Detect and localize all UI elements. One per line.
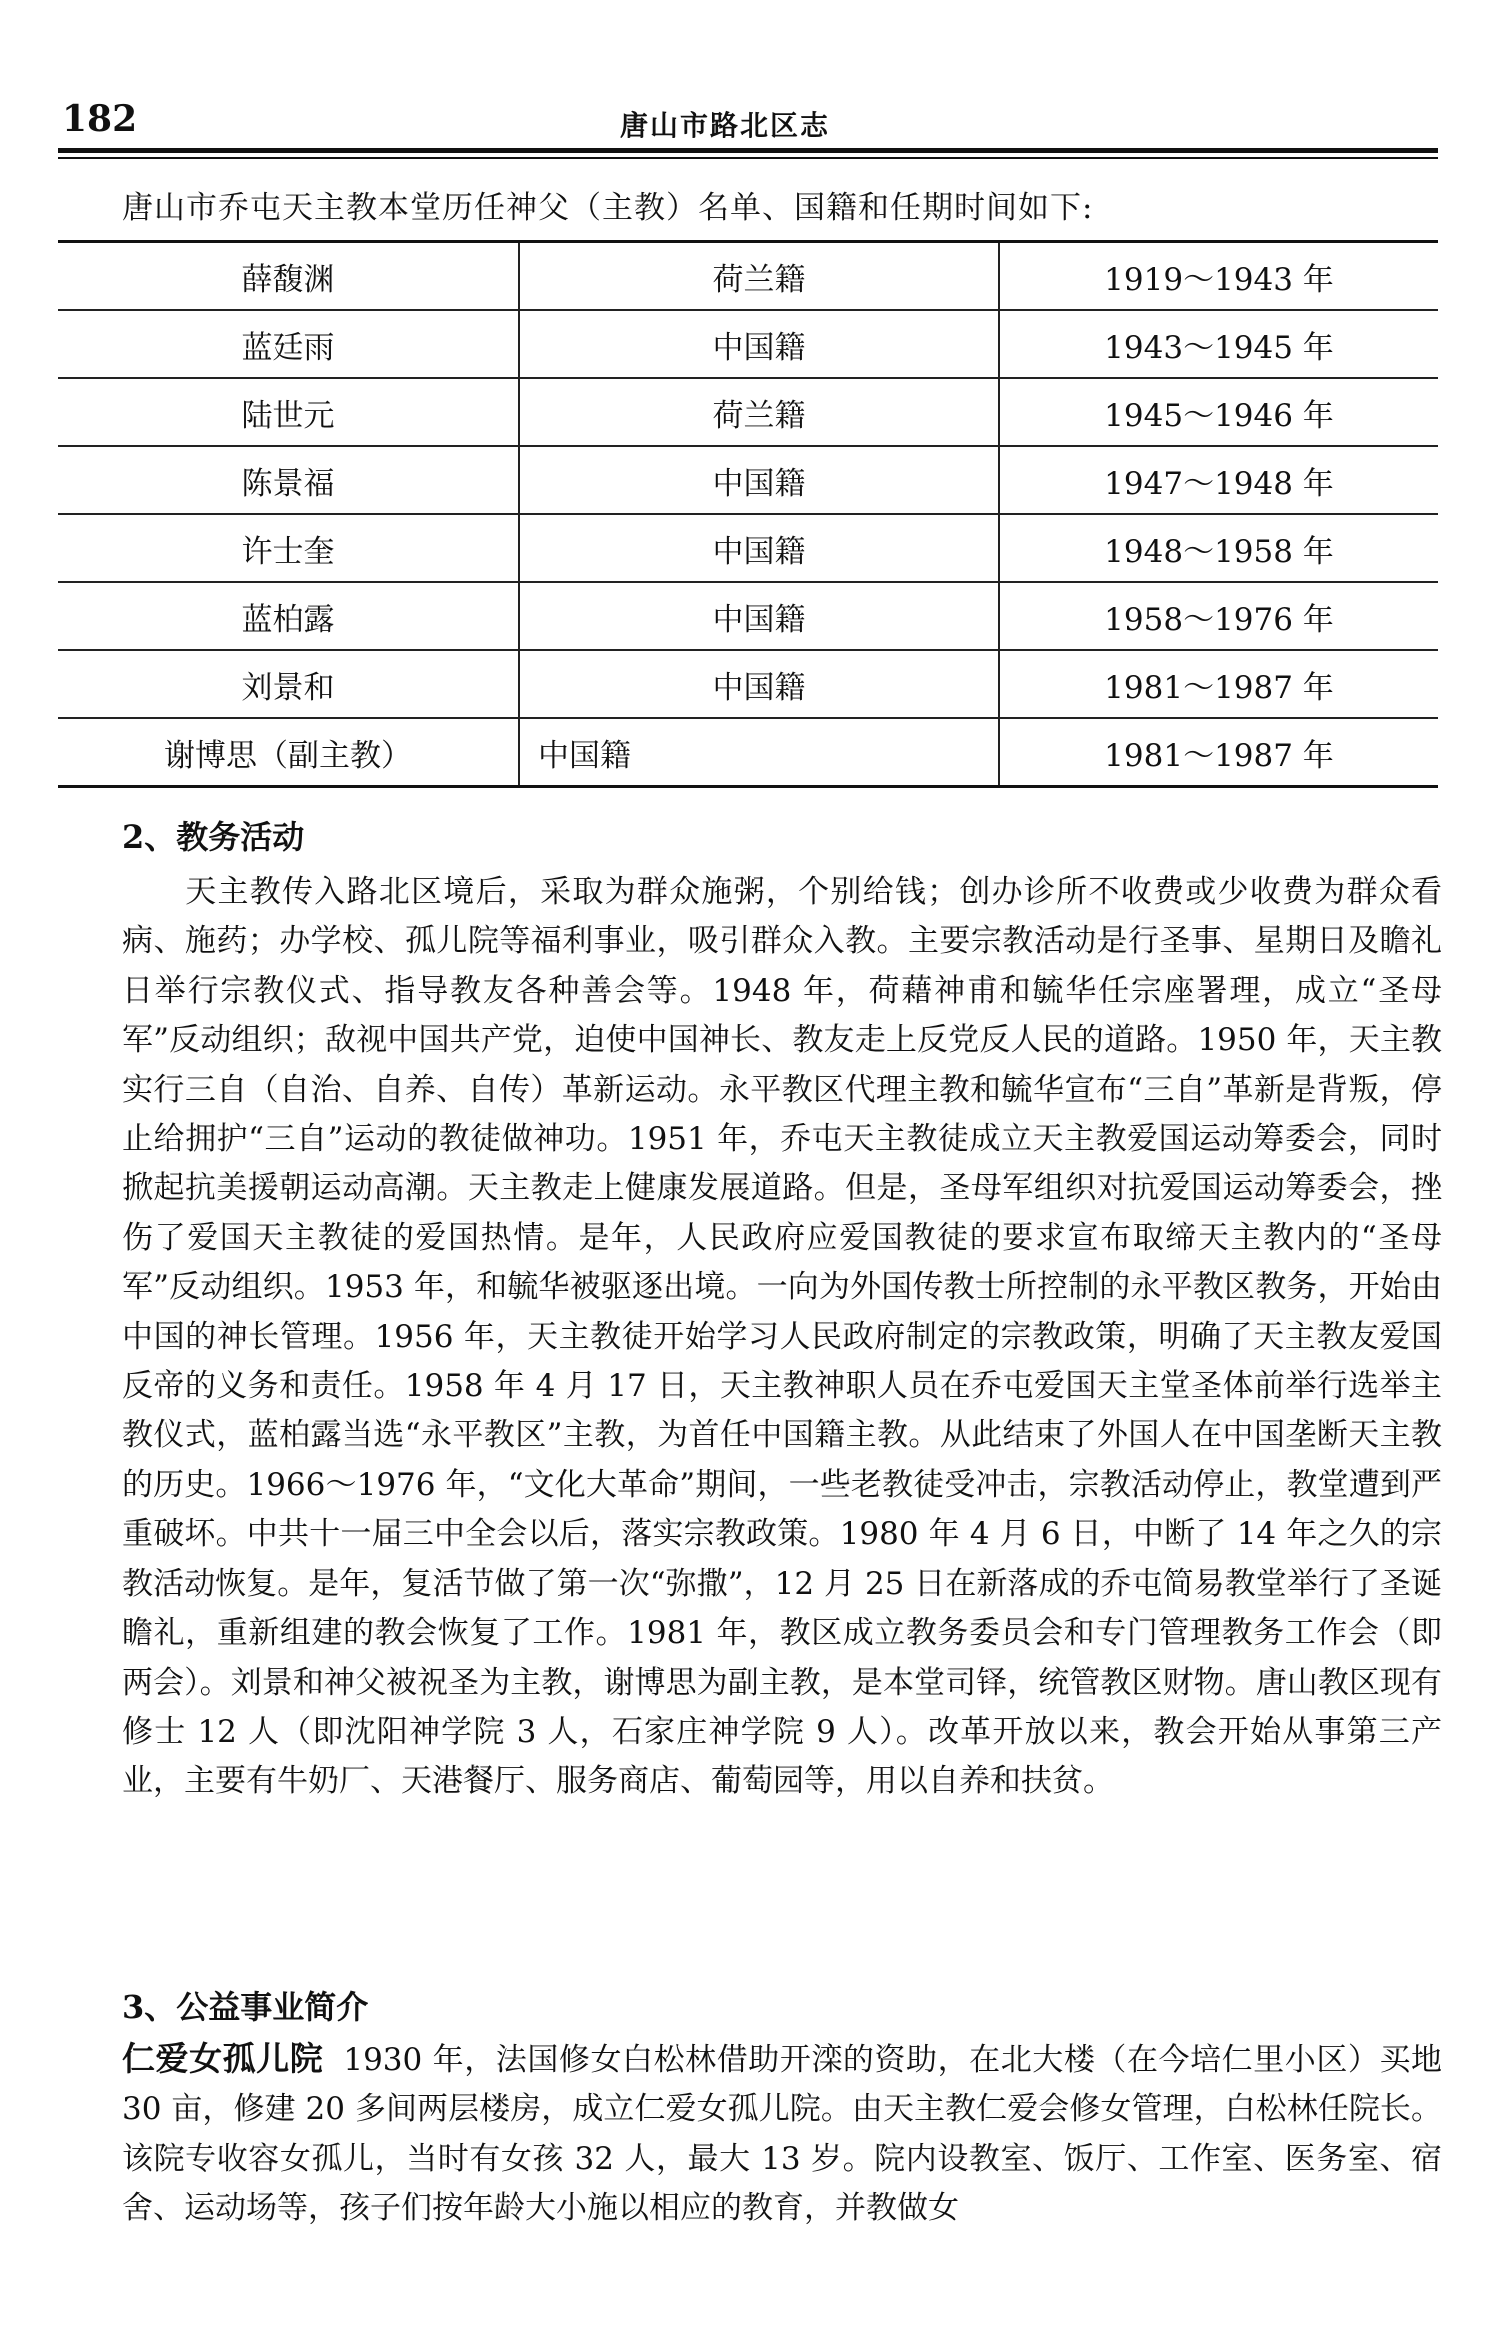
priest-nationality: 中国籍 [519,718,999,787]
priest-term: 1943～1945 年 [999,310,1438,378]
paragraph-text: 天主教传入路北区境后，采取为群众施粥，个别给钱；创办诊所不收费或少收费为群众看病、施药；办学校、孤儿院等福利事业，吸引群众入教。主要宗教活动是行圣事、星期日及瞻礼日举行宗教仪式、指导教友各种善会等。1948 年，荷藉神甫和毓华任宗座署理，成立“圣母军”反动组织；敌视中国共产党，迫使中国神长、教友走上反党反人民的道路。1950 年，天主教实行三自（自治、自养、自传）革新运动。永平教区代理主教和毓华宣布“三自”革新是背叛，停止给拥护“三自”运动的教徒做神功。1951 年，乔屯天主教徒成立天主教爱国运动筹委会，同时掀起抗美援朝运动高潮。天主教走上健康发展道路。但是，圣母军组织对抗爱国运动筹委会，挫伤了爱国天主教徒的爱国热情。是年，人民政府应爱国教徒的要求宣布取缔天主教内的“圣母军”反动组织。1953 年，和毓华被驱逐出境。一向为外国传教士所控制的永平教区教务，开始由中国的神长管理。1956 年，天主教徒开始学习人民政府制定的宗教政策，明确了天主教友爱国反帝的义务和责任。1958 年 4 月 17 日，天主教神职人员在乔屯爱国天主堂圣体前举行选举主教仪式，蓝柏露当选“永平教区”主教，为首任中国籍主教。从此结束了外国人在中国垄断天主教的历史。1966～1976 年，“文化大革命”期间，一些老教徒受冲击，宗教活动停止，教堂遭到严重破坏。中共十一届三中全会以后，落实宗教政策。1980 年 4 月 6 日，中断了 14 年之久的宗教活动恢复。是年，复活节做了第一次“弥撒”，12 月 25 日在新落成的乔屯简易教堂举行了圣诞瞻礼，重新组建的教会恢复了工作。1981 年，教区成立教务委员会和专门管理教务工作会（即两会）。刘景和神父被祝圣为主教，谢博思为副主教，是本堂司铎，统管教区财物。唐山教区现有修士 12 人（即沈阳神学院 3 人，石家庄神学院 9 人）。改革开放以来，教会开始从事第三产业，主要有牛奶厂、天港餐厅、服务商店、葡萄园等，用以自养和扶贫。 [122,874,1442,1800]
table-row [58,242,1438,311]
priest-nationality: 中国籍 [519,582,999,650]
priests-table [58,240,1438,788]
table-row [58,378,1438,446]
priest-term: 1947～1948 年 [999,446,1438,514]
header-rule [58,148,1438,153]
priest-term: 1919～1943 年 [999,242,1438,311]
section-heading-activities: 2、教务活动 [122,818,305,856]
priest-nationality: 中国籍 [519,514,999,582]
priest-nationality: 中国籍 [519,310,999,378]
section-heading-welfare: 3、公益事业简介 [122,1988,369,2026]
priest-nationality: 荷兰籍 [519,242,999,311]
priest-name: 蓝柏露 [58,582,519,650]
page-number: 182 [62,98,138,140]
priest-name: 许士奎 [58,514,519,582]
table-row [58,718,1438,787]
priest-name: 薛馥渊 [58,242,519,311]
priest-name: 刘景和 [58,650,519,718]
header-rule-thin [58,157,1438,159]
orphanage-title: 仁爱女孤儿院 [122,2039,324,2078]
table-row [58,310,1438,378]
priest-name: 蓝廷雨 [58,310,519,378]
priest-name: 陆世元 [58,378,519,446]
priest-name: 陈景福 [58,446,519,514]
paragraph [122,868,1442,1807]
running-title: 唐山市路北区志 [620,109,831,142]
section-body-welfare [122,2034,1442,2234]
priest-term: 1981～1987 年 [999,650,1438,718]
paragraph [122,2034,1442,2234]
table-row [58,446,1438,514]
priest-nationality: 荷兰籍 [519,378,999,446]
section-body-activities [122,868,1442,1807]
priest-term: 1958～1976 年 [999,582,1438,650]
table-intro: 唐山市乔屯天主教本堂历任神父（主教）名单、国籍和任期时间如下: [122,190,1094,226]
priest-term: 1948～1958 年 [999,514,1438,582]
paragraph-text: 1930 年，法国修女白松林借助开滦的资助，在北大楼（在今培仁里小区）买地 30 亩，修建 20 多间两层楼房，成立仁爱女孤儿院。由天主教仁爱会修女管理，白松林任院长。该院专收容女孤儿，当时有女孩 32 人，最大 13 岁。院内设教室、饭厅、工作室、医务室、宿舍、运动场等，孩子们按年龄大小施以相应的教育，并教做女 [122,2042,1442,2227]
priest-name: 谢博思（副主教） [58,718,519,787]
table-row [58,650,1438,718]
table-row [58,514,1438,582]
priest-term: 1945～1946 年 [999,378,1438,446]
priest-nationality: 中国籍 [519,446,999,514]
priest-term: 1981～1987 年 [999,718,1438,787]
priest-nationality: 中国籍 [519,650,999,718]
table-row [58,582,1438,650]
